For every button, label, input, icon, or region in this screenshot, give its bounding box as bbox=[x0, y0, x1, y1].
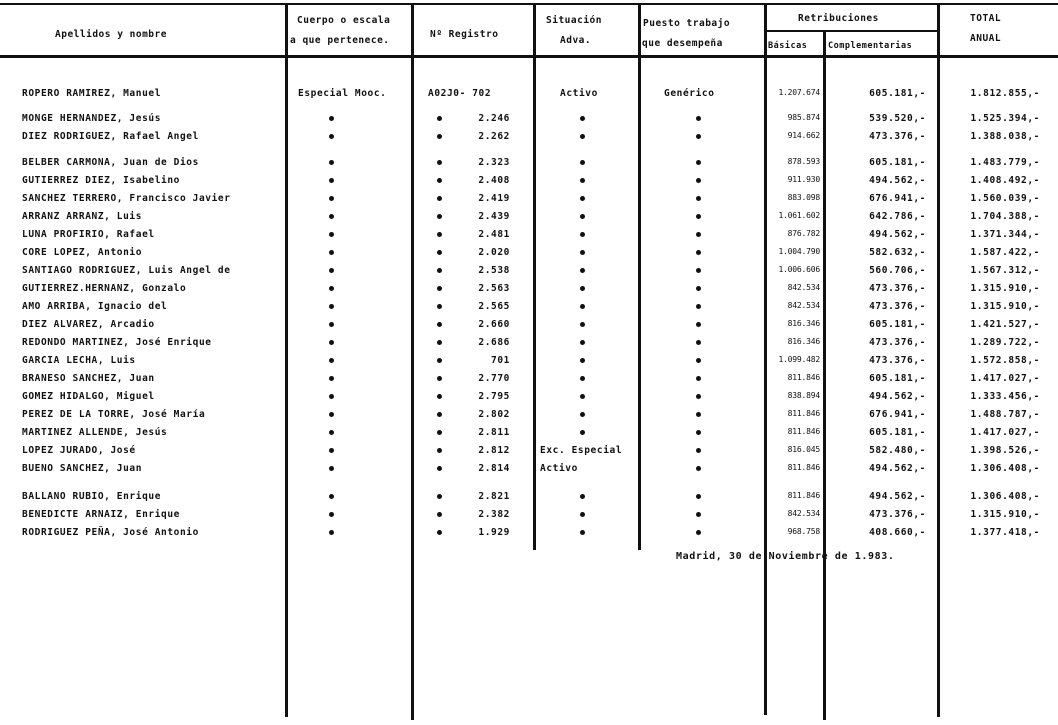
row-basicas: 811.846 bbox=[787, 463, 820, 472]
ditto-mark bbox=[329, 373, 334, 384]
row-registro: 2.262 bbox=[478, 131, 510, 142]
ditto-mark bbox=[329, 247, 334, 258]
ditto-mark bbox=[696, 355, 701, 366]
row-total: 1.525.394,- bbox=[970, 113, 1040, 124]
ditto-mark bbox=[696, 509, 701, 520]
ditto-mark bbox=[437, 157, 442, 168]
ditto-mark bbox=[580, 193, 585, 204]
row-puesto: Genérico bbox=[664, 88, 715, 99]
row-name: RODRIGUEZ PEÑA, José Antonio bbox=[22, 527, 199, 538]
row-name: BALLANO RUBIO, Enrique bbox=[22, 491, 162, 502]
row-registro: 2.802 bbox=[478, 409, 510, 420]
row-name: LUNA PROFIRIO, Rafael bbox=[22, 229, 155, 240]
ditto-mark bbox=[580, 113, 585, 124]
ditto-mark bbox=[580, 355, 585, 366]
ditto-mark bbox=[437, 491, 442, 502]
row-registro: 2.020 bbox=[478, 247, 510, 258]
ditto-mark bbox=[329, 391, 334, 402]
ditto-mark bbox=[437, 355, 442, 366]
row-basicas: 876.782 bbox=[787, 229, 820, 238]
ditto-mark bbox=[580, 283, 585, 294]
ditto-mark bbox=[696, 491, 701, 502]
retribuciones-sub-rule bbox=[766, 30, 938, 32]
ditto-mark bbox=[696, 409, 701, 420]
ditto-mark bbox=[580, 301, 585, 312]
row-total: 1.567.312,- bbox=[970, 265, 1040, 276]
row-basicas: 1.207.674 bbox=[778, 88, 820, 97]
ditto-mark bbox=[329, 283, 334, 294]
ditto-mark bbox=[580, 265, 585, 276]
row-registro: 2.770 bbox=[478, 373, 510, 384]
row-name: DIEZ ALVAREZ, Arcadio bbox=[22, 319, 155, 330]
row-total: 1.306.408,- bbox=[970, 491, 1040, 502]
row-name: GUTIERREZ DIEZ, Isabelino bbox=[22, 175, 180, 186]
ditto-mark bbox=[580, 247, 585, 258]
row-basicas: 985.874 bbox=[787, 113, 820, 122]
ditto-mark bbox=[696, 211, 701, 222]
header-bottom-rule bbox=[0, 55, 1058, 58]
row-total: 1.315.910,- bbox=[970, 283, 1040, 294]
row-complementarias: 494.562,- bbox=[869, 175, 926, 186]
row-registro: 2.382 bbox=[478, 509, 510, 520]
row-situacion: Activo bbox=[560, 88, 598, 99]
row-basicas: 1.099.482 bbox=[778, 355, 820, 364]
row-registro: 2.660 bbox=[478, 319, 510, 330]
ditto-mark bbox=[329, 491, 334, 502]
ditto-mark bbox=[437, 445, 442, 456]
header-complementarias: Complementarias bbox=[828, 41, 913, 51]
row-registro: 2.686 bbox=[478, 337, 510, 348]
header-registro: Nº Registro bbox=[430, 29, 499, 40]
ditto-mark bbox=[437, 337, 442, 348]
header-total-2: ANUAL bbox=[970, 33, 1002, 44]
header-retribuciones: Retribuciones bbox=[798, 13, 879, 24]
ditto-mark bbox=[580, 229, 585, 240]
ditto-mark bbox=[437, 229, 442, 240]
ditto-mark bbox=[329, 175, 334, 186]
ditto-mark bbox=[329, 131, 334, 142]
row-name: ARRANZ ARRANZ, Luis bbox=[22, 211, 143, 222]
ditto-mark bbox=[437, 131, 442, 142]
ditto-mark bbox=[580, 131, 585, 142]
ditto-mark bbox=[437, 193, 442, 204]
ditto-mark bbox=[437, 319, 442, 330]
row-basicas: 816.346 bbox=[787, 319, 820, 328]
row-name: SANTIAGO RODRIGUEZ, Luis Angel de bbox=[22, 265, 231, 276]
row-total: 1.488.787,- bbox=[970, 409, 1040, 420]
row-complementarias: 473.376,- bbox=[869, 283, 926, 294]
row-registro: 2.538 bbox=[478, 265, 510, 276]
row-registro: 2.563 bbox=[478, 283, 510, 294]
row-name: LOPEZ JURADO, José bbox=[22, 445, 136, 456]
row-complementarias: 676.941,- bbox=[869, 193, 926, 204]
row-basicas: 811.846 bbox=[787, 491, 820, 500]
row-basicas: 816.045 bbox=[787, 445, 820, 454]
ditto-mark bbox=[696, 113, 701, 124]
row-name: CORE LOPEZ, Antonio bbox=[22, 247, 143, 258]
row-name: GUTIERREZ.HERNANZ, Gonzalo bbox=[22, 283, 187, 294]
row-basicas: 878.593 bbox=[787, 157, 820, 166]
row-name: ROPERO RAMIREZ, Manuel bbox=[22, 88, 162, 99]
ditto-mark bbox=[580, 319, 585, 330]
header-cuerpo-2: a que pertenece. bbox=[290, 35, 390, 46]
ditto-mark bbox=[437, 373, 442, 384]
ditto-mark bbox=[580, 491, 585, 502]
row-registro: 1.929 bbox=[478, 527, 510, 538]
ditto-mark bbox=[696, 301, 701, 312]
row-name: SANCHEZ TERRERO, Francisco Javier bbox=[22, 193, 231, 204]
ditto-mark bbox=[696, 391, 701, 402]
header-top-rule bbox=[0, 3, 1058, 5]
row-name: GOMEZ HIDALGO, Miguel bbox=[22, 391, 155, 402]
row-complementarias: 539.520,- bbox=[869, 113, 926, 124]
ditto-mark bbox=[696, 527, 701, 538]
row-situacion: Exc. Especial bbox=[540, 445, 623, 456]
ditto-mark bbox=[696, 373, 701, 384]
ditto-mark bbox=[329, 301, 334, 312]
ditto-mark bbox=[580, 509, 585, 520]
row-complementarias: 605.181,- bbox=[869, 373, 926, 384]
row-total: 1.377.418,- bbox=[970, 527, 1040, 538]
row-total: 1.315.910,- bbox=[970, 509, 1040, 520]
row-registro: 701 bbox=[491, 355, 510, 366]
row-cuerpo: Especial Mooc. bbox=[298, 88, 387, 99]
ditto-mark bbox=[696, 265, 701, 276]
ditto-mark bbox=[329, 229, 334, 240]
row-basicas: 811.846 bbox=[787, 373, 820, 382]
row-basicas: 1.061.602 bbox=[778, 211, 820, 220]
ditto-mark bbox=[329, 319, 334, 330]
row-name: REDONDO MARTINEZ, José Enrique bbox=[22, 337, 212, 348]
ditto-mark bbox=[437, 409, 442, 420]
row-basicas: 842.534 bbox=[787, 509, 820, 518]
row-registro: 2.408 bbox=[478, 175, 510, 186]
header-situacion-1: Situación bbox=[546, 15, 602, 26]
row-total: 1.315.910,- bbox=[970, 301, 1040, 312]
ditto-mark bbox=[329, 337, 334, 348]
row-complementarias: 605.181,- bbox=[869, 319, 926, 330]
ditto-mark bbox=[580, 391, 585, 402]
ditto-mark bbox=[580, 175, 585, 186]
ditto-mark bbox=[437, 175, 442, 186]
row-complementarias: 676.941,- bbox=[869, 409, 926, 420]
header-situacion-2: Adva. bbox=[560, 35, 592, 46]
ditto-mark bbox=[329, 409, 334, 420]
row-complementarias: 582.480,- bbox=[869, 445, 926, 456]
ditto-mark bbox=[329, 113, 334, 124]
ditto-mark bbox=[580, 527, 585, 538]
row-total: 1.483.779,- bbox=[970, 157, 1040, 168]
row-complementarias: 408.660,- bbox=[869, 527, 926, 538]
row-total: 1.333.456,- bbox=[970, 391, 1040, 402]
row-registro: 2.419 bbox=[478, 193, 510, 204]
row-basicas: 1.006.606 bbox=[778, 265, 820, 274]
row-name: DIEZ RODRIGUEZ, Rafael Angel bbox=[22, 131, 199, 142]
ditto-mark bbox=[329, 265, 334, 276]
row-complementarias: 642.786,- bbox=[869, 211, 926, 222]
ditto-mark bbox=[437, 211, 442, 222]
row-total: 1.398.526,- bbox=[970, 445, 1040, 456]
header-cuerpo-1: Cuerpo o escala bbox=[297, 15, 391, 26]
ditto-mark bbox=[437, 301, 442, 312]
footer-date-line: Madrid, 30 de Noviembre de 1.983. bbox=[676, 551, 895, 562]
ditto-mark bbox=[329, 193, 334, 204]
row-name: GARCIA LECHA, Luis bbox=[22, 355, 136, 366]
row-total: 1.408.492,- bbox=[970, 175, 1040, 186]
ditto-mark bbox=[580, 373, 585, 384]
header-puesto-1: Puesto trabajo bbox=[643, 18, 731, 29]
ditto-mark bbox=[437, 247, 442, 258]
row-registro: 2.814 bbox=[478, 463, 510, 474]
row-complementarias: 582.632,- bbox=[869, 247, 926, 258]
header-basicas: Básicas bbox=[768, 41, 808, 51]
ditto-mark bbox=[580, 337, 585, 348]
ditto-mark bbox=[580, 211, 585, 222]
ditto-mark bbox=[437, 265, 442, 276]
ditto-mark bbox=[329, 211, 334, 222]
ditto-mark bbox=[696, 463, 701, 474]
row-registro: 2.795 bbox=[478, 391, 510, 402]
col-divider-7 bbox=[937, 5, 940, 717]
row-registro: A02J0- 702 bbox=[428, 88, 492, 99]
ditto-mark bbox=[437, 113, 442, 124]
ditto-mark bbox=[437, 509, 442, 520]
row-name: BELBER CARMONA, Juan de Dios bbox=[22, 157, 199, 168]
row-total: 1.289.722,- bbox=[970, 337, 1040, 348]
row-complementarias: 605.181,- bbox=[869, 157, 926, 168]
row-complementarias: 473.376,- bbox=[869, 509, 926, 520]
row-registro: 2.811 bbox=[478, 427, 510, 438]
ditto-mark bbox=[696, 337, 701, 348]
ditto-mark bbox=[437, 283, 442, 294]
ditto-mark bbox=[696, 283, 701, 294]
row-registro: 2.481 bbox=[478, 229, 510, 240]
ditto-mark bbox=[329, 463, 334, 474]
row-complementarias: 473.376,- bbox=[869, 337, 926, 348]
ditto-mark bbox=[580, 409, 585, 420]
col-divider-3 bbox=[533, 5, 536, 550]
row-registro: 2.812 bbox=[478, 445, 510, 456]
ditto-mark bbox=[696, 247, 701, 258]
row-complementarias: 494.562,- bbox=[869, 463, 926, 474]
ditto-mark bbox=[329, 427, 334, 438]
row-basicas: 842.534 bbox=[787, 301, 820, 310]
row-basicas: 911.930 bbox=[787, 175, 820, 184]
header-name: Apellidos y nombre bbox=[55, 29, 167, 40]
ditto-mark bbox=[329, 527, 334, 538]
row-name: BRANESO SANCHEZ, Juan bbox=[22, 373, 155, 384]
ditto-mark bbox=[437, 427, 442, 438]
row-complementarias: 473.376,- bbox=[869, 355, 926, 366]
row-name: MARTINEZ ALLENDE, Jesús bbox=[22, 427, 168, 438]
row-complementarias: 605.181,- bbox=[869, 88, 926, 99]
ditto-mark bbox=[437, 463, 442, 474]
row-name: MONGE HERNANDEZ, Jesús bbox=[22, 113, 162, 124]
row-total: 1.417.027,- bbox=[970, 373, 1040, 384]
row-registro: 2.439 bbox=[478, 211, 510, 222]
row-basicas: 883.098 bbox=[787, 193, 820, 202]
row-basicas: 811.846 bbox=[787, 409, 820, 418]
col-divider-2 bbox=[411, 5, 414, 720]
row-basicas: 968.758 bbox=[787, 527, 820, 536]
header-total-1: TOTAL bbox=[970, 13, 1002, 24]
row-registro: 2.323 bbox=[478, 157, 510, 168]
row-name: BENEDICTE ARNAIZ, Enrique bbox=[22, 509, 180, 520]
row-registro: 2.246 bbox=[478, 113, 510, 124]
row-complementarias: 605.181,- bbox=[869, 427, 926, 438]
ditto-mark bbox=[437, 527, 442, 538]
row-complementarias: 473.376,- bbox=[869, 301, 926, 312]
header-puesto-2: que desempeña bbox=[642, 38, 723, 49]
row-registro: 2.821 bbox=[478, 491, 510, 502]
row-complementarias: 494.562,- bbox=[869, 491, 926, 502]
row-complementarias: 494.562,- bbox=[869, 229, 926, 240]
ditto-mark bbox=[329, 355, 334, 366]
row-complementarias: 560.706,- bbox=[869, 265, 926, 276]
row-total: 1.388.038,- bbox=[970, 131, 1040, 142]
col-divider-6 bbox=[823, 30, 826, 720]
row-basicas: 842.534 bbox=[787, 283, 820, 292]
row-complementarias: 473.376,- bbox=[869, 131, 926, 142]
row-basicas: 816.346 bbox=[787, 337, 820, 346]
ditto-mark bbox=[696, 445, 701, 456]
row-total: 1.371.344,- bbox=[970, 229, 1040, 240]
col-divider-4 bbox=[638, 5, 641, 550]
col-divider-1 bbox=[285, 5, 288, 717]
row-name: AMO ARRIBA, Ignacio del bbox=[22, 301, 168, 312]
row-name: PEREZ DE LA TORRE, José María bbox=[22, 409, 206, 420]
ditto-mark bbox=[696, 175, 701, 186]
row-name: BUENO SANCHEZ, Juan bbox=[22, 463, 143, 474]
ditto-mark bbox=[696, 229, 701, 240]
row-total: 1.704.388,- bbox=[970, 211, 1040, 222]
ditto-mark bbox=[437, 391, 442, 402]
ditto-mark bbox=[329, 509, 334, 520]
ditto-mark bbox=[329, 157, 334, 168]
row-registro: 2.565 bbox=[478, 301, 510, 312]
row-total: 1.560.039,- bbox=[970, 193, 1040, 204]
row-basicas: 811.846 bbox=[787, 427, 820, 436]
row-total: 1.587.422,- bbox=[970, 247, 1040, 258]
row-total: 1.417.027,- bbox=[970, 427, 1040, 438]
ditto-mark bbox=[696, 157, 701, 168]
row-total: 1.812.855,- bbox=[970, 88, 1040, 99]
ditto-mark bbox=[329, 445, 334, 456]
ditto-mark bbox=[696, 319, 701, 330]
ditto-mark bbox=[580, 427, 585, 438]
row-basicas: 1.004.790 bbox=[778, 247, 820, 256]
ditto-mark bbox=[696, 427, 701, 438]
row-total: 1.306.408,- bbox=[970, 463, 1040, 474]
row-situacion: Activo bbox=[540, 463, 578, 474]
ditto-mark bbox=[580, 157, 585, 168]
row-total: 1.572.858,- bbox=[970, 355, 1040, 366]
row-complementarias: 494.562,- bbox=[869, 391, 926, 402]
row-total: 1.421.527,- bbox=[970, 319, 1040, 330]
ditto-mark bbox=[696, 131, 701, 142]
row-basicas: 914.662 bbox=[787, 131, 820, 140]
row-basicas: 838.894 bbox=[787, 391, 820, 400]
ditto-mark bbox=[696, 193, 701, 204]
